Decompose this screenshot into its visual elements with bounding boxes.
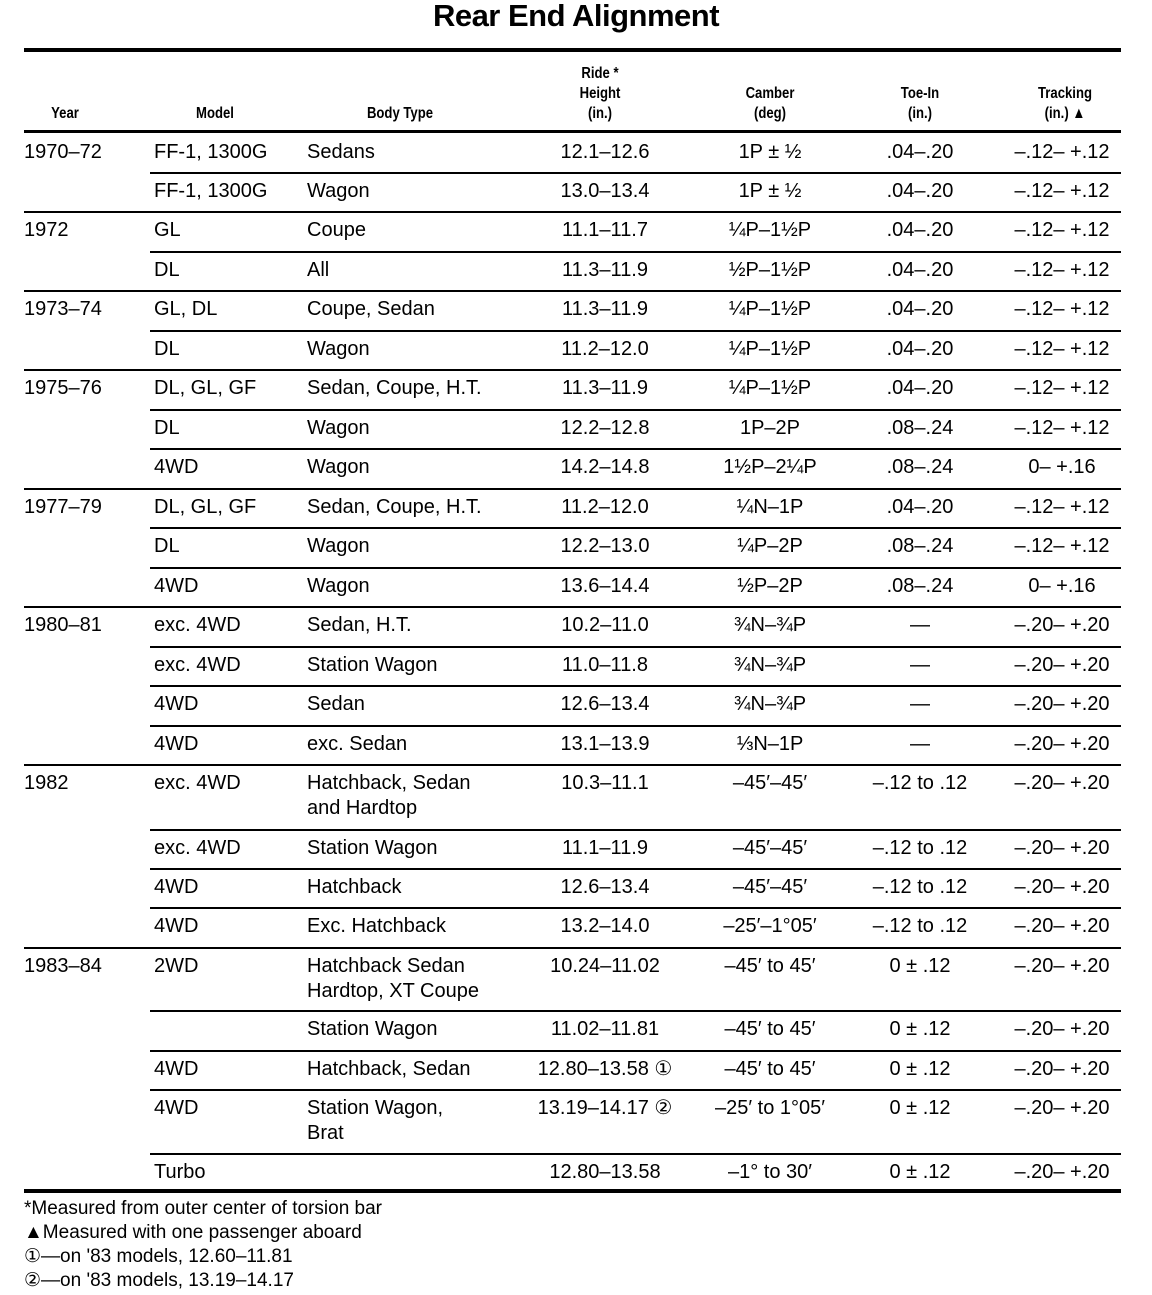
ride-height-cell: 11.3–11.9 bbox=[561, 259, 648, 281]
toe-in-cell: .04–.20 bbox=[886, 298, 954, 320]
tracking-cell: –.12– +.12 bbox=[1014, 298, 1110, 320]
model-cell: DL bbox=[154, 259, 180, 281]
camber-cell: –25′–1°05′ bbox=[723, 915, 817, 937]
ride-height-cell: 11.3–11.9 bbox=[561, 377, 648, 399]
alignment-table-body bbox=[0, 133, 1152, 1189]
year-cell: 1982 bbox=[24, 772, 69, 794]
body-type-cell: All bbox=[307, 259, 330, 281]
toe-in-cell: 0 ± .12 bbox=[889, 1018, 951, 1040]
camber-cell: ½P–2P bbox=[737, 575, 803, 597]
camber-cell: ¼P–1½P bbox=[728, 298, 812, 320]
body-type-cell: Station Wagon bbox=[307, 654, 438, 676]
camber-cell: 1P ± ½ bbox=[738, 141, 802, 163]
footnote-tracking: ▲Measured with one passenger aboard bbox=[24, 1222, 362, 1243]
tracking-cell: 0– +.16 bbox=[1028, 575, 1096, 597]
toe-in-cell: –.12 to .12 bbox=[872, 772, 968, 794]
toe-in-cell: –.12 to .12 bbox=[872, 915, 968, 937]
row-divider bbox=[150, 907, 1121, 909]
toe-in-cell: — bbox=[910, 733, 930, 755]
toe-in-cell: — bbox=[910, 614, 930, 636]
table-row bbox=[0, 409, 1152, 448]
table-row bbox=[0, 488, 1152, 527]
tracking-cell: 0– +.16 bbox=[1028, 456, 1096, 478]
model-cell: 4WD bbox=[154, 456, 199, 478]
table-row bbox=[0, 172, 1152, 211]
body-type-cell: Wagon bbox=[307, 417, 370, 439]
tracking-cell: –.20– +.20 bbox=[1014, 1161, 1110, 1183]
camber-cell: ⅓N–1P bbox=[736, 733, 804, 755]
camber-cell: ¼P–1½P bbox=[728, 219, 812, 241]
toe-in-cell: .08–.24 bbox=[886, 456, 954, 478]
body-type-cell: Wagon bbox=[307, 338, 370, 360]
group-divider bbox=[24, 947, 1121, 949]
ride-height-cell: 10.3–11.1 bbox=[561, 772, 649, 794]
toe-in-cell: –.12 to .12 bbox=[872, 876, 968, 898]
toe-in-cell: — bbox=[910, 693, 930, 715]
footnote-2: ②—on '83 models, 13.19–14.17 bbox=[24, 1270, 294, 1291]
footnote-ride-height: *Measured from outer center of torsion bar bbox=[24, 1198, 383, 1219]
camber-cell: –45′–45′ bbox=[732, 772, 808, 794]
tracking-cell: –.20– +.20 bbox=[1014, 955, 1110, 977]
row-divider bbox=[150, 1050, 1121, 1052]
year-cell: 1977–79 bbox=[24, 496, 102, 518]
toe-in-cell: — bbox=[910, 654, 930, 676]
ride-height-cell: 11.0–11.8 bbox=[561, 654, 648, 676]
table-row bbox=[0, 251, 1152, 290]
ride-height-cell: 14.2–14.8 bbox=[560, 456, 650, 478]
table-row bbox=[0, 369, 1152, 409]
year-cell: 1970–72 bbox=[24, 141, 102, 163]
body-type-cell: Station Wagon bbox=[307, 1018, 438, 1040]
camber-cell: –45′–45′ bbox=[732, 876, 808, 898]
model-cell: exc. 4WD bbox=[154, 772, 241, 794]
tracking-cell: –.12– +.12 bbox=[1014, 219, 1110, 241]
model-cell: Turbo bbox=[154, 1161, 206, 1183]
row-divider bbox=[150, 829, 1121, 831]
camber-cell: 1½P–2¼P bbox=[723, 456, 817, 478]
table-row bbox=[0, 829, 1152, 868]
table-row bbox=[0, 868, 1152, 907]
header-year: Year bbox=[51, 105, 79, 122]
model-cell: GL bbox=[154, 219, 181, 241]
model-cell: 4WD bbox=[154, 733, 199, 755]
camber-cell: –45′ to 45′ bbox=[724, 1058, 816, 1080]
header-toe-in: Toe-In (in.) bbox=[900, 85, 940, 122]
table-row bbox=[0, 1089, 1152, 1153]
ride-height-cell: 12.80–13.58 ① bbox=[537, 1058, 673, 1080]
model-cell: 2WD bbox=[154, 955, 199, 977]
body-type-cell: Station Wagon bbox=[307, 837, 438, 859]
bottom-rule bbox=[24, 1189, 1121, 1193]
tracking-cell: –.20– +.20 bbox=[1014, 654, 1110, 676]
toe-in-cell: 0 ± .12 bbox=[889, 1097, 951, 1119]
camber-cell: ¾N–¾P bbox=[733, 654, 807, 676]
body-type-cell: Wagon bbox=[307, 575, 370, 597]
body-type-cell: Sedan, Coupe, H.T. bbox=[307, 496, 482, 518]
ride-height-cell: 13.2–14.0 bbox=[560, 915, 650, 937]
row-divider bbox=[150, 251, 1121, 253]
ride-height-cell: 13.0–13.4 bbox=[560, 180, 650, 202]
row-divider bbox=[150, 685, 1121, 687]
year-cell: 1972 bbox=[24, 219, 69, 241]
row-divider bbox=[150, 1089, 1121, 1091]
tracking-cell: –.12– +.12 bbox=[1014, 180, 1110, 202]
tracking-cell: –.12– +.12 bbox=[1014, 259, 1110, 281]
model-cell: 4WD bbox=[154, 1058, 199, 1080]
model-cell: 4WD bbox=[154, 575, 199, 597]
year-cell: 1980–81 bbox=[24, 614, 102, 636]
tracking-cell: –.20– +.20 bbox=[1014, 614, 1110, 636]
row-divider bbox=[150, 646, 1121, 648]
row-divider bbox=[150, 448, 1121, 450]
model-cell: 4WD bbox=[154, 1097, 199, 1119]
tracking-cell: –.20– +.20 bbox=[1014, 772, 1110, 794]
footnotes bbox=[24, 1197, 382, 1293]
table-row bbox=[0, 685, 1152, 725]
toe-in-cell: .04–.20 bbox=[886, 338, 954, 360]
header-model: Model bbox=[196, 105, 234, 122]
body-type-cell: Station Wagon, Brat bbox=[307, 1097, 444, 1144]
group-divider bbox=[24, 369, 1121, 371]
camber-cell: –25′ to 1°05′ bbox=[714, 1097, 826, 1119]
group-divider bbox=[24, 290, 1121, 292]
page-title: Rear End Alignment bbox=[432, 0, 720, 33]
body-type-cell: Hatchback bbox=[307, 876, 402, 898]
tracking-cell: –.12– +.12 bbox=[1014, 377, 1110, 399]
ride-height-cell: 12.6–13.4 bbox=[560, 693, 650, 715]
ride-height-cell: 11.2–12.0 bbox=[561, 338, 649, 360]
table-row bbox=[0, 606, 1152, 646]
row-divider bbox=[150, 567, 1121, 569]
tracking-cell: –.12– +.12 bbox=[1014, 338, 1110, 360]
ride-height-cell: 12.2–12.8 bbox=[560, 417, 650, 439]
model-cell: FF-1, 1300G bbox=[154, 141, 268, 163]
ride-height-cell: 12.80–13.58 bbox=[549, 1161, 661, 1183]
tracking-cell: –.12– +.12 bbox=[1014, 496, 1110, 518]
model-cell: 4WD bbox=[154, 915, 199, 937]
toe-in-cell: .04–.20 bbox=[886, 377, 954, 399]
camber-cell: ¼P–1½P bbox=[728, 338, 812, 360]
camber-cell: –1° to 30′ bbox=[727, 1161, 813, 1183]
row-divider bbox=[150, 330, 1121, 332]
ride-height-cell: 11.1–11.7 bbox=[561, 219, 648, 241]
tracking-cell: –.20– +.20 bbox=[1014, 915, 1110, 937]
year-cell: 1975–76 bbox=[24, 377, 102, 399]
model-cell: 4WD bbox=[154, 693, 199, 715]
table-row bbox=[0, 907, 1152, 947]
body-type-cell: Sedan bbox=[307, 693, 365, 715]
tracking-cell: –.12– +.12 bbox=[1014, 417, 1110, 439]
tracking-cell: –.20– +.20 bbox=[1014, 1018, 1110, 1040]
ride-height-cell: 10.2–11.0 bbox=[561, 614, 649, 636]
ride-height-cell: 13.1–13.9 bbox=[560, 733, 650, 755]
table-row bbox=[0, 330, 1152, 369]
tracking-cell: –.20– +.20 bbox=[1014, 1097, 1110, 1119]
toe-in-cell: 0 ± .12 bbox=[889, 1058, 951, 1080]
tracking-cell: –.20– +.20 bbox=[1014, 693, 1110, 715]
row-divider bbox=[150, 409, 1121, 411]
ride-height-cell: 11.1–11.9 bbox=[561, 837, 648, 859]
model-cell: GL, DL bbox=[154, 298, 218, 320]
body-type-cell: Wagon bbox=[307, 180, 370, 202]
row-divider bbox=[150, 1153, 1121, 1155]
table-row bbox=[0, 1010, 1152, 1050]
table-row bbox=[0, 567, 1152, 606]
body-type-cell: Hatchback, Sedan bbox=[307, 1058, 471, 1080]
model-cell: FF-1, 1300G bbox=[154, 180, 268, 202]
tracking-cell: –.20– +.20 bbox=[1014, 876, 1110, 898]
body-type-cell: Coupe bbox=[307, 219, 366, 241]
model-cell: 4WD bbox=[154, 876, 199, 898]
ride-height-cell: 11.2–12.0 bbox=[561, 496, 649, 518]
body-type-cell: Exc. Hatchback bbox=[307, 915, 446, 937]
ride-height-cell: 13.6–14.4 bbox=[560, 575, 650, 597]
footnote-1: ①—on '83 models, 12.60–11.81 bbox=[24, 1246, 293, 1267]
tracking-cell: –.20– +.20 bbox=[1014, 733, 1110, 755]
row-divider bbox=[150, 725, 1121, 727]
camber-cell: ¼N–1P bbox=[736, 496, 804, 518]
ride-height-cell: 12.6–13.4 bbox=[560, 876, 650, 898]
header-ride-height: Ride * Height (in.) bbox=[579, 65, 621, 122]
camber-cell: ¼P–1½P bbox=[728, 377, 812, 399]
ride-height-cell: 12.1–12.6 bbox=[560, 141, 650, 163]
group-divider bbox=[24, 606, 1121, 608]
toe-in-cell: .08–.24 bbox=[886, 535, 954, 557]
table-row bbox=[0, 211, 1152, 251]
year-cell: 1973–74 bbox=[24, 298, 102, 320]
toe-in-cell: –.12 to .12 bbox=[872, 837, 968, 859]
body-type-cell: Sedan, H.T. bbox=[307, 614, 412, 636]
row-divider bbox=[150, 1010, 1121, 1012]
ride-height-cell: 11.02–11.81 bbox=[550, 1018, 660, 1040]
table-row bbox=[0, 527, 1152, 567]
ride-height-cell: 11.3–11.9 bbox=[561, 298, 648, 320]
table-row bbox=[0, 1050, 1152, 1089]
model-cell: DL, GL, GF bbox=[154, 377, 257, 399]
toe-in-cell: .08–.24 bbox=[886, 417, 954, 439]
camber-cell: ¼P–2P bbox=[737, 535, 803, 557]
tracking-cell: –.20– +.20 bbox=[1014, 837, 1110, 859]
body-type-cell: exc. Sedan bbox=[307, 733, 408, 755]
header-body-type: Body Type bbox=[366, 105, 434, 122]
ride-height-cell: 13.19–14.17 ② bbox=[537, 1097, 673, 1119]
camber-cell: 1P–2P bbox=[739, 417, 801, 439]
body-type-cell: Coupe, Sedan bbox=[307, 298, 435, 320]
table-row bbox=[0, 947, 1152, 1010]
table-row bbox=[0, 646, 1152, 685]
camber-cell: ¾N–¾P bbox=[733, 614, 807, 636]
body-type-cell: Wagon bbox=[307, 456, 370, 478]
camber-cell: –45′ to 45′ bbox=[724, 955, 816, 977]
toe-in-cell: .08–.24 bbox=[886, 575, 954, 597]
toe-in-cell: 0 ± .12 bbox=[889, 955, 951, 977]
body-type-cell: Sedan, Coupe, H.T. bbox=[307, 377, 482, 399]
camber-cell: ½P–1½P bbox=[728, 259, 812, 281]
model-cell: DL bbox=[154, 338, 180, 360]
table-row bbox=[0, 764, 1152, 829]
header-tracking: Tracking (in.) ▲ bbox=[1038, 85, 1092, 122]
toe-in-cell: 0 ± .12 bbox=[889, 1161, 951, 1183]
tracking-cell: –.12– +.12 bbox=[1014, 535, 1110, 557]
toe-in-cell: .04–.20 bbox=[886, 219, 954, 241]
model-cell: DL bbox=[154, 535, 180, 557]
table-row bbox=[0, 133, 1152, 172]
tracking-cell: –.12– +.12 bbox=[1014, 141, 1110, 163]
table-row bbox=[0, 448, 1152, 488]
toe-in-cell: .04–.20 bbox=[886, 180, 954, 202]
camber-cell: –45′ to 45′ bbox=[724, 1018, 816, 1040]
model-cell: exc. 4WD bbox=[154, 837, 241, 859]
tracking-cell: –.20– +.20 bbox=[1014, 1058, 1110, 1080]
row-divider bbox=[150, 527, 1121, 529]
camber-cell: ¾N–¾P bbox=[733, 693, 807, 715]
model-cell: exc. 4WD bbox=[154, 654, 241, 676]
toe-in-cell: .04–.20 bbox=[886, 496, 954, 518]
ride-height-cell: 10.24–11.02 bbox=[550, 955, 660, 977]
model-cell: DL bbox=[154, 417, 180, 439]
group-divider bbox=[24, 764, 1121, 766]
row-divider bbox=[150, 172, 1121, 174]
year-cell: 1983–84 bbox=[24, 955, 102, 977]
body-type-cell: Wagon bbox=[307, 535, 370, 557]
table-row bbox=[0, 725, 1152, 764]
table-row bbox=[0, 1153, 1152, 1189]
table-row bbox=[0, 290, 1152, 330]
header-camber: Camber (deg) bbox=[745, 85, 795, 122]
ride-height-cell: 12.2–13.0 bbox=[560, 535, 650, 557]
body-type-cell: Sedans bbox=[307, 141, 375, 163]
row-divider bbox=[150, 868, 1121, 870]
toe-in-cell: .04–.20 bbox=[886, 259, 954, 281]
group-divider bbox=[24, 488, 1121, 490]
model-cell: DL, GL, GF bbox=[154, 496, 257, 518]
body-type-cell: Hatchback, Sedan and Hardtop bbox=[307, 772, 471, 819]
camber-cell: 1P ± ½ bbox=[738, 180, 802, 202]
model-cell: exc. 4WD bbox=[154, 614, 241, 636]
toe-in-cell: .04–.20 bbox=[886, 141, 954, 163]
body-type-cell: Hatchback Sedan Hardtop, XT Coupe bbox=[307, 955, 479, 1002]
group-divider bbox=[24, 211, 1121, 213]
camber-cell: –45′–45′ bbox=[732, 837, 808, 859]
